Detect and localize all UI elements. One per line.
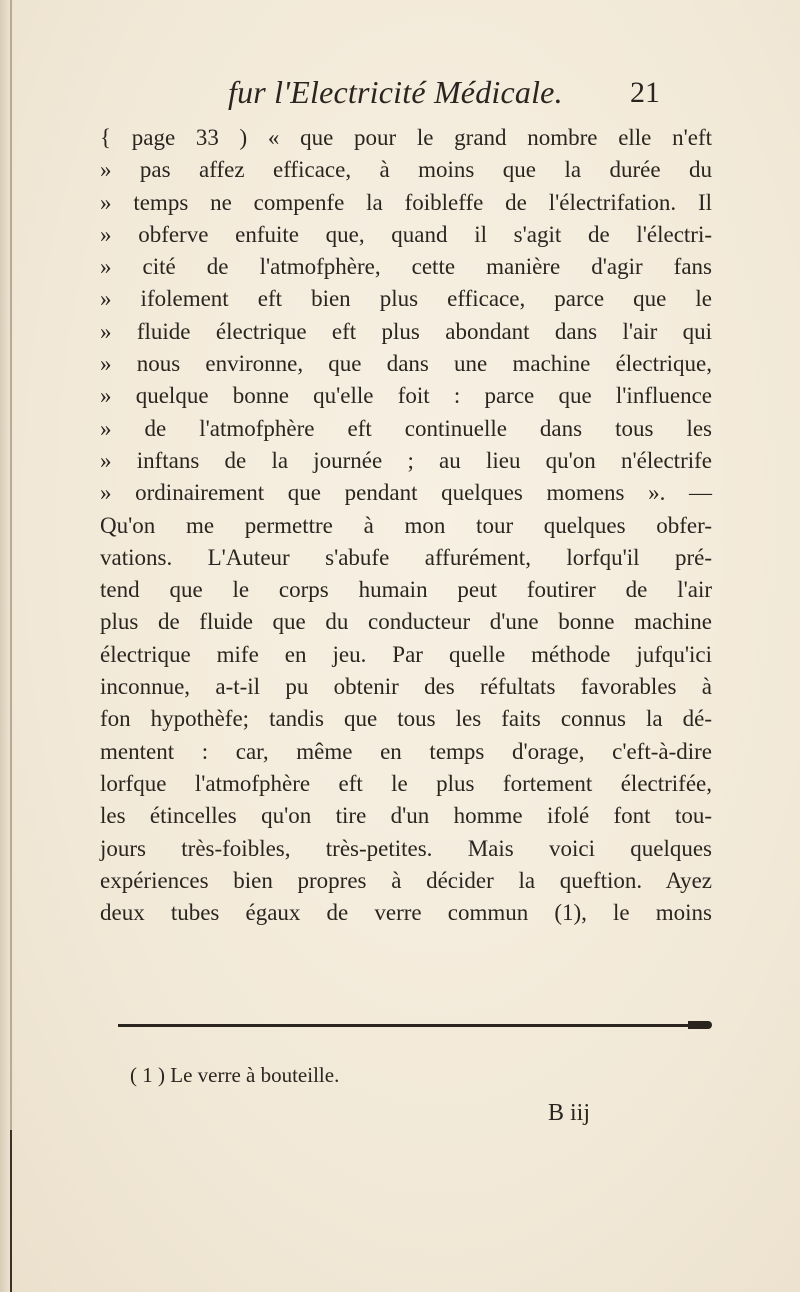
footnote-rule-end	[688, 1021, 712, 1029]
text-line: » ordinairement que pendant quelques momens ». —	[100, 480, 712, 506]
text-line: » quelque bonne qu'elle foit : parce que l'influence	[100, 383, 712, 409]
footnote: ( 1 ) Le verre à bouteille.	[130, 1063, 340, 1087]
text-line: » inftans de la journée ; au lieu qu'on n'électrife	[100, 447, 712, 473]
body-text	[100, 122, 712, 929]
binding-line	[10, 0, 12, 1292]
text-line: jours très-foibles, très-petites. Mais voici quelques	[100, 835, 712, 861]
text-line: fon hypothèfe; tandis que tous les faits connus la dé-	[100, 706, 712, 732]
text-line: » obferve enfuite que, quand il s'agit de l'électri-	[100, 221, 712, 247]
text-line: tend que le corps humain peut foutirer de l'air	[100, 577, 712, 603]
text-line: vations. L'Auteur s'abufe affurément, lorfqu'il pré-	[100, 544, 712, 570]
text-line: plus de fluide que du conducteur d'une bonne machine	[100, 609, 712, 635]
text-line: » ifolement eft bien plus efficace, parce que le	[100, 286, 712, 312]
running-head: fur l'Electricité Médicale.	[228, 74, 563, 110]
text-line: mentent : car, même en temps d'orage, c'eft-à-dire	[100, 738, 712, 764]
text-line: » pas affez efficace, à moins que la durée du	[100, 157, 712, 183]
text-line: inconnue, a-t-il pu obtenir des réfultats favorables à	[100, 674, 712, 700]
binding-line-dark	[10, 1130, 12, 1292]
footnote-rule	[118, 1024, 710, 1027]
text-line: » temps ne compenfe la foibleffe de l'électrifation. Il	[100, 189, 712, 215]
text-line: » nous environne, que dans une machine électrique,	[100, 351, 712, 377]
text-line: lorfque l'atmofphère eft le plus fortement électrifée,	[100, 770, 712, 796]
text-line: » fluide électrique eft plus abondant dans l'air qui	[100, 318, 712, 344]
page-header	[228, 74, 660, 114]
text-line: Qu'on me permettre à mon tour quelques obfer-	[100, 512, 712, 538]
text-line: électrique mife en jeu. Par quelle méthode jufqu'ici	[100, 641, 712, 667]
text-line: deux tubes égaux de verre commun (1), le moins	[100, 900, 712, 926]
signature-mark: B iij	[548, 1100, 591, 1126]
text-line: expériences bien propres à décider la queftion. Ayez	[100, 867, 712, 893]
text-line: » de l'atmofphère eft continuelle dans tous les	[100, 415, 712, 441]
text-line: les étincelles qu'on tire d'un homme ifolé font tou-	[100, 803, 712, 829]
text-line: { page 33 ) « que pour le grand nombre elle n'eft	[100, 125, 712, 150]
text-line: » cité de l'atmofphère, cette manière d'agir fans	[100, 254, 712, 280]
page-number: 21	[630, 76, 660, 109]
